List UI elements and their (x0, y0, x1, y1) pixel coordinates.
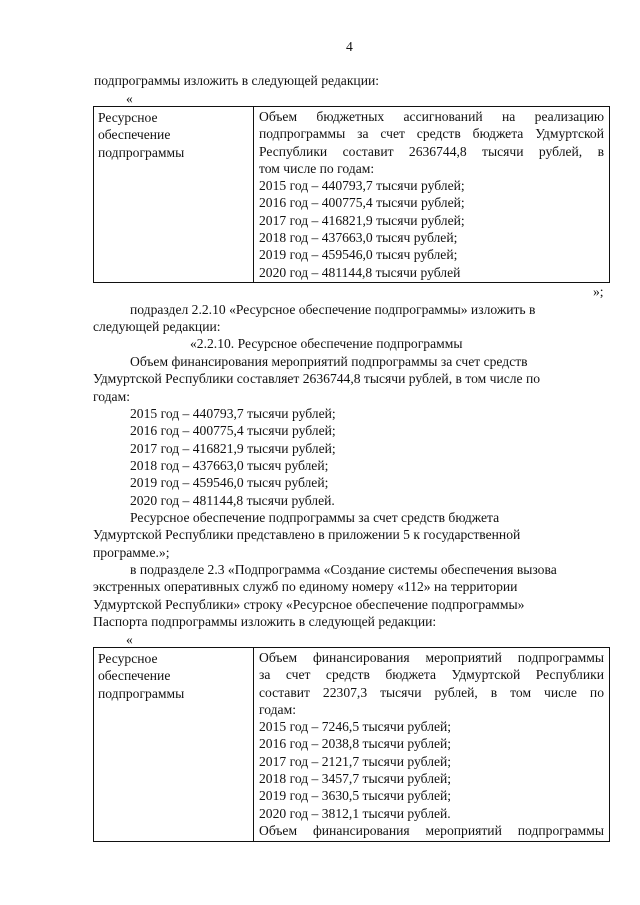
table2-label-line: Ресурсное (98, 651, 158, 666)
year-item: 2016 год – 400775,4 тысячи рублей; (130, 423, 336, 438)
table1-year-line: 2020 год – 481144,8 тысячи рублей (259, 264, 461, 280)
para-section23-line: экстренных оперативных служб по единому номеру «112» на территории (93, 579, 518, 594)
table2-year-line: 2017 год – 2121,7 тысячи рублей; (259, 753, 452, 769)
table1-value-line: том числе по годам: (259, 160, 375, 176)
table1-year-line: 2017 год – 416821,9 тысячи рублей; (259, 212, 465, 228)
year-item: 2020 год – 481144,8 тысячи рублей. (130, 493, 335, 508)
table1-value-cell (254, 107, 610, 283)
table2-year-line: 2015 год – 7246,5 тысячи рублей; (259, 719, 452, 735)
table2-value-line: годам: (259, 701, 296, 717)
table1-label-line: подпрограммы (98, 144, 185, 160)
table1-label-cell (94, 107, 254, 283)
table2-label-line: обеспечение (98, 668, 171, 684)
year-item: 2015 год – 440793,7 тысячи рублей; (130, 406, 336, 421)
para-volume-line: Объем финансирования мероприятий подпрограммы за счет средств (130, 354, 528, 369)
table1-value-line: Республики составит 2636744,8 тысячи рублей, в (259, 143, 604, 159)
para-resource-line: Удмуртской Республики представлено в приложении 5 к государственной (93, 527, 521, 542)
table1-value-line: Объем бюджетных ассигнований на реализацию (259, 109, 604, 124)
year-item: 2019 год – 459546,0 тысяч рублей; (130, 475, 329, 490)
para-subsection-line: подраздел 2.2.10 «Ресурсное обеспечение подпрограммы» изложить в (130, 302, 536, 317)
passport-table-2 (93, 647, 610, 842)
para-resource-line: программе.»; (93, 545, 170, 560)
table1-label-line: Ресурсное (98, 110, 158, 125)
intro-line: подпрограммы изложить в следующей редакции: (94, 73, 380, 88)
open-quote-2: « (126, 632, 133, 647)
para-section23-line: в подразделе 2.3 «Подпрограмма «Создание системы обеспечения вызова (130, 562, 557, 577)
table2-year-line: 2016 год – 2038,8 тысячи рублей; (259, 736, 452, 752)
table2-value-line: Объем финансирования мероприятий подпрограммы (259, 822, 604, 838)
table2-value-cell (254, 648, 610, 842)
para-subsection-line: следующей редакции: (93, 319, 221, 334)
table2-year-line: 2019 год – 3630,5 тысячи рублей; (259, 788, 452, 804)
para-section23-line: Паспорта подпрограммы изложить в следующей редакции: (93, 614, 437, 629)
table1-year-line: 2015 год – 440793,7 тысячи рублей; (259, 178, 465, 194)
table2-label-line: подпрограммы (98, 685, 185, 701)
table2-value-line: Объем финансирования мероприятий подпрограммы (259, 650, 604, 665)
table1-year-line: 2018 год – 437663,0 тысяч рублей; (259, 230, 458, 246)
subsection-title: «2.2.10. Ресурсное обеспечение подпрограммы (190, 336, 463, 351)
para-volume-line: Удмуртской Республики составляет 2636744,8 тысячи рублей, в том числе по (93, 371, 541, 386)
year-item: 2017 год – 416821,9 тысячи рублей; (130, 441, 336, 456)
para-section23-line: Удмуртской Республики» строку «Ресурсное обеспечение подпрограммы» (93, 597, 525, 612)
table1-year-line: 2019 год – 459546,0 тысяч рублей; (259, 247, 458, 263)
table2-value-line: составит 22307,3 тысячи рублей, в том числе по (259, 684, 604, 700)
passport-table-1 (93, 106, 610, 283)
para-resource-line: Ресурсное обеспечение подпрограммы за счет средств бюджета (130, 510, 500, 525)
table2-year-line: 2018 год – 3457,7 тысячи рублей; (259, 771, 452, 787)
table1-value-line: подпрограммы за счет средств бюджета Удмуртской (259, 126, 604, 142)
table2-label-cell (94, 648, 254, 842)
table2-year-line: 2020 год – 3812,1 тысячи рублей. (259, 805, 451, 821)
table1-year-line: 2016 год – 400775,4 тысячи рублей; (259, 195, 465, 211)
page-number: 4 (346, 39, 353, 54)
table1-label-line: обеспечение (98, 127, 171, 143)
para-volume-line: годам: (93, 389, 130, 404)
close-quote-1: »; (593, 284, 604, 299)
open-quote-1: « (126, 91, 133, 106)
year-item: 2018 год – 437663,0 тысяч рублей; (130, 458, 329, 473)
table2-value-line: за счет средств бюджета Удмуртской Республики (259, 667, 604, 683)
